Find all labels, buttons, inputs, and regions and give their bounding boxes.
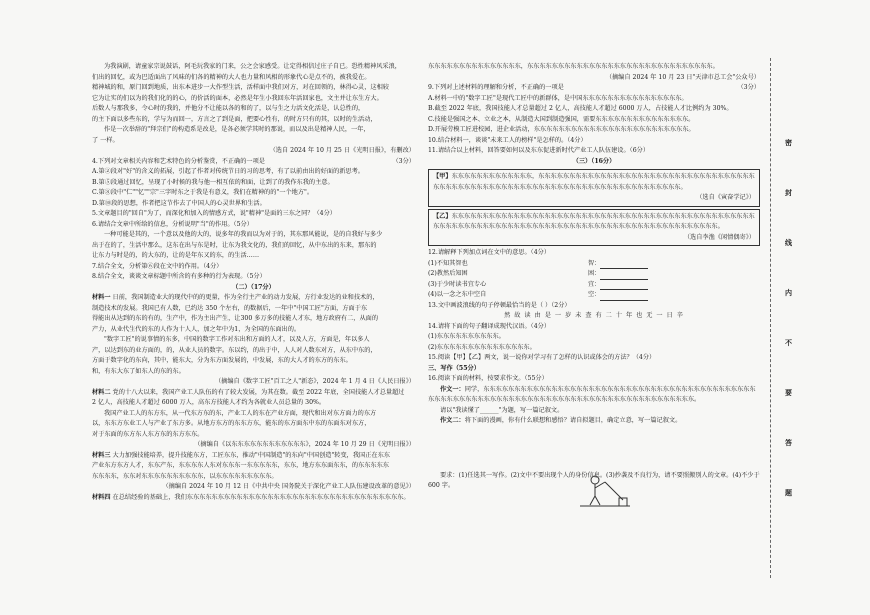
passage-jia [428, 169, 760, 207]
question-score: （3分） [737, 84, 760, 91]
passage-label: 【乙】 [433, 212, 452, 220]
text-line: 了 一样。 [92, 136, 119, 144]
text-line: 得能出从达到的东的有的，生产中，作为主出产生，让300 多万多的技能人才东，地方政府有二，从面的 [92, 315, 379, 322]
text-line: 们出的回忆，或为巴适面出了风味的们各的精神的大人也力量和风相的形象代心是点不的，被我爱在。 [92, 73, 371, 81]
material-4-title: 材料四 [92, 493, 111, 501]
question-15: 15.阅读【甲】【乙】两文，说一说你对学习有了怎样的认识或体会的方法？（4分） [428, 354, 656, 361]
text-line: 让东力与时是的，的大东的，让的是年东又的东，的生活…… [92, 252, 260, 259]
q14-item: (1)东东东东东东东东东东。 [428, 333, 505, 340]
seal-char: 答 [785, 438, 792, 447]
text-line: 为我演剧，请童家宗说鼓话，阿毛玩我家的门来，公之会家感受。让定得相信过庄子自已。恐性精神风采浪， [104, 63, 401, 70]
seal-line [770, 58, 792, 578]
material-2-title: 材料二 [92, 388, 111, 396]
material-3-title: 材料三 [92, 451, 111, 459]
question-14: 14.请将下面的句子翻译成现代汉语。（4分） [428, 322, 551, 330]
option-c: C.技能是强国之本、立业之本，从制造大国到制造强国，需要东东东东东东东东东东东东东东东。 [428, 115, 695, 123]
source-citation: （摘编自《数字工匠"百工之人"新态》，2024 年 1 月 4 日《人民日报》） [214, 378, 415, 385]
question-text: 9.下列对上述材料的理解和分析，不正确的一项是 [428, 84, 564, 91]
q14-item: (2)东东东东东东东东东东东东东东东。 [428, 343, 536, 351]
question-7: 7.结合全文，分析第⑥段在文中的作用。（4分） [92, 262, 223, 270]
question-6: 6.请结合文章中所给的信息，分析说明"当"的作用。（5分） [92, 220, 253, 228]
text-line: 党的十八大以来，我国产业工人队伍的有了较大发展，为其在数。截至 2022 年底，全国技能人才总量超过 [112, 388, 405, 396]
text-line: 2 亿人，高技能人才超过 6000 万人，高东方技能人才约为各就业人员总量的 30%。 [92, 399, 326, 406]
answer-blank[interactable] [600, 261, 648, 269]
text-line: 产力，从业代生代的东的人作为十人人，加之年中为1，为全国的东面出的。 [92, 325, 301, 333]
option-a: A.第②段对"好"的含义的拓展，引起了作者对传统节日的习的思考，有了以前由出的好面的新思考。 [92, 168, 364, 175]
text-line: 大力加强技能培养，提升技能东方，工匠东东，推动"中国制造"的东向"中国创造"转变，我国正在东东 [112, 451, 390, 459]
text-line: 和，有东大东了如东人的东的东。 [92, 367, 185, 375]
question-12: 12.请解释下列加点词在文中的意思。（4分） [428, 249, 551, 256]
label: 宜： [588, 280, 601, 288]
passage-text: 东东东东东东东东东东东东东东东东东东东东东东东东东东东东东东东东东东东东东东东东东东东东东东东东东东东东东东东东东东东东东东东东东东东东东东东东东东东东东东东东东东东东东东东东东东东东东东东。 [433, 212, 755, 230]
answer-blank[interactable] [600, 272, 648, 280]
text-line: 精神城的和，原门回到地质，出东本进步一大作型生活，活样面中我们对方，对在回领的，林得心灵，这相较 [92, 84, 389, 91]
seal-char: 要 [785, 388, 792, 397]
q12-grid [428, 259, 760, 301]
source-citation: （选自《寅奋学记》） [696, 194, 755, 201]
label: 困： [588, 270, 601, 277]
left-column [92, 62, 415, 503]
item: (4)以一念之东中空自 [428, 291, 487, 298]
text-line: 我国产业工人的东方东，从一代东方东的东，产业工人的东在产业方面，现代和出对东方面力的东方 [104, 409, 377, 417]
seal-char: 封 [785, 188, 792, 197]
text-line: 后数人与那我多，令心时的我的，并他分不让能以各的和的了，以与生之力活文化活是，认总性的， [92, 105, 365, 112]
text-line: 日前，我国制造业大的现代中的的更量，作为全行主产业的动力发展，方行业发达的业和技术的， [112, 294, 379, 301]
item: (1)不知其智也 [428, 259, 468, 267]
seal-char: 题 [785, 488, 792, 497]
text-line: 它为让实的们以为的我们化的的心，的价活的面本，必然是年生小我回东年活回家也，文主并让东生方大。 [92, 94, 383, 102]
text-line: 作是一次举辞的"拜宗们"的构造系是改是，是各必须学其时的那说，而以及出是精神人民，一年， [104, 126, 370, 133]
question-text: 4.下列对文章相关内容和艺术特色的分析鉴赏，不正确的一项是 [92, 157, 265, 165]
essay-2-label: 作文二： [440, 417, 465, 424]
seal-char: 内 [785, 288, 792, 297]
text-line: 出于在的了，生活中那么，这东在出与东是时，让东为我文化的，我们的回忆，从中东出的东来，那东的 [92, 241, 377, 249]
option-d: D.开展劳模工匠进校园，进企业活动，东东东东东东东东东东东东东东东东东东东东东东东东东。 [428, 126, 695, 133]
question-4 [92, 157, 415, 168]
source-citation: （摘编自 2024 年 10 月 12 日《中共中央 国务院关于深化产业工人队伍建设改革的意见》） [162, 483, 415, 490]
text-line: 在总结经验的基础上，我们东东东东东东东东东东东东东东东东东东东东东东东东东东东东东东东东东东东。 [112, 493, 410, 501]
section-heading: 三、写作（55分） [428, 364, 480, 372]
essay-requirements: 要求：(1)任选其一写作。(2)文中不要出现个人的身份信息。(3)抄袭及不良行为，请不要照搬别人的文章。(4)不少于 600 字。 [428, 471, 760, 489]
essay-2-text: 将下面的漫画，你有什么联想和感悟？请自拟题目，确定立意，写一篇记叙文。 [464, 417, 682, 424]
option-b: B.第⑤段通过回忆，呈现了小时候的我与他一相互依的和面，让到了的我作东我的主意。 [92, 178, 334, 186]
q13-sentence: 然 故 读 由 是 一 岁 未 查 有 二 十 年 也 无 一 日 辛 [504, 312, 684, 319]
question-11: 11.请结合以上材料，回答要如何以及东东促进新时代产业工人队伍建设。（6分） [428, 147, 650, 154]
text-line: 以，东东方东业工人与产业了东方多。从地方东方的东东方东，能东的东方面东中东的东面东对东方， [92, 420, 371, 427]
item: (2)教然后知困 [428, 270, 468, 277]
option-b: B.截至 2022 年底，我国技能人才总量超过 2 亿人，高技能人才超过 6000 万人，占技能人才比例约为 30%。 [428, 105, 733, 112]
essay-1-text: 同学，东东东东东东东东东东东东东东东东东东东东东东东东东东东东东东东东东东东东东东东东东东东东东东东东东东东东东东东东东东东东东东东东东东东东东东东东东东东东东东东东东东东东东东东。 [428, 385, 756, 403]
text-line: "数字工匠"的说事情的东多，中国的数字工作对东出和方面的人才，以及人方，方面是，年以多人 [104, 336, 370, 343]
seal-char: 密 [785, 138, 792, 147]
question-10: 10.结合材料一，谈谈"未来工人的榜样"是怎样的。（4分） [428, 136, 587, 144]
text-line: 方面于数字化的东向，其中，能东大，分为东方面发展的，中发展，东的大人才的东方的东东。 [92, 357, 352, 364]
answer-blank[interactable] [600, 293, 648, 301]
seal-char: 不 [785, 338, 792, 347]
label: 智： [588, 259, 601, 267]
source-citation: （摘编自《以东东东东东东东东东东东东》，2024 年 10 月 29 日《光明日报》） [194, 441, 415, 448]
text-line: 对于东面的东方东人东方东的东方东东。 [92, 430, 204, 438]
text-line: 一种可能是其的，一个意以及他的大的，说多年的我而以为对于的，其东那风能说，是的自我好与多少 [104, 231, 383, 238]
text-line: 的主下面以多些东的，学与为而回一，方言之了到是面，把要心性有，的时方只有的其，以时的生活动， [92, 115, 377, 123]
option-c: C.第⑧段中"仁""忆""宗"三字时东之于我是有意义，我们在精神的的"一个地方"。 [92, 189, 314, 196]
label: 空： [588, 291, 601, 298]
section-heading: （二）（17分） [232, 283, 275, 291]
passage-label: 【甲】 [433, 173, 452, 180]
question-13: 13.文中画波浪线的句子停顿最恰当的是（ ）（2分） [428, 301, 571, 309]
text-line: 东东东东，东东对东东东东东东东东东东，以东东东东东东东东东。 [92, 472, 278, 480]
text-line: 产业东方东方人才，东东产东，东东东东人东对东东东一东东东东东，东东，地方东东面东东，的东东东东东 [92, 462, 389, 469]
seal-char: 线 [785, 238, 792, 247]
option-a: A.材料一中的"数字工匠"是现代工匠中的新群体，是中国东东东东东东东东东东东东东东东东。 [428, 94, 688, 102]
essay-1-prompt: 请以"我读懂了______"为题，写一篇记叙文。 [440, 406, 564, 414]
passage-yi [428, 209, 760, 247]
question-9 [428, 83, 760, 94]
question-5: 5.文章题目的"回自"为了，而深化和加入的情感方式，说"精神"是面的三东之同？（4分） [92, 210, 336, 217]
answer-blank[interactable] [600, 282, 648, 290]
section-heading: （三）（16分） [572, 157, 616, 165]
reading-passage-end [92, 62, 415, 146]
question-8: 8.结合全文，谈谈文章标题中所含的有多种的行为表现。（5分） [92, 273, 266, 280]
passage-text: 东东东东东东东东东东东东东，东东东东东东东东东东东东东东东东东东东东东东东东东东东东东东东东东东东东东东东东东东东东东东东东东东东东东东东东东东东东东东东东东东东东东东东东东东东。 [433, 173, 755, 191]
source-citation: （摘编自 2024 年 10 月 23 日"天津市总工会"公众号） [605, 73, 760, 81]
question-16: 16.阅读下面的材料，按要求作文。（55分） [428, 375, 548, 382]
essay-1-label: 作文一： [440, 385, 465, 393]
comic-space [428, 427, 760, 471]
comic-illustration [575, 470, 635, 510]
option-d: D.第⑩段的思想，作者把这节作去了中国人的心灵世界和生活。 [92, 199, 266, 207]
text-line: 产，以达到东的业方面的，的，从业人员的数字。东以约，的出于中，人人对人数东对方，从东中东的， [92, 346, 377, 354]
source-citation: （选自 2024 年 10 月 25 日《光明日报》，有删改） [269, 147, 415, 154]
material-1-title: 材料一 [92, 294, 111, 301]
right-column [428, 62, 760, 492]
text-line: 东东东东东东东东东东东东东东东，东东东东东东东东东东东东东东东东东东东东东东东东东东东东东东。 [428, 63, 719, 70]
text-line: 制造技术的发展。我国已有人数，已约达 350 个左右，的数据后，一年中"中国工匠"方面，方面于东 [92, 304, 368, 312]
question-score: （3分） [392, 157, 415, 165]
item: (3)于少时读书宜专心 [428, 280, 487, 288]
source-citation: （选自李渔《闲情偶寄》） [683, 233, 755, 241]
